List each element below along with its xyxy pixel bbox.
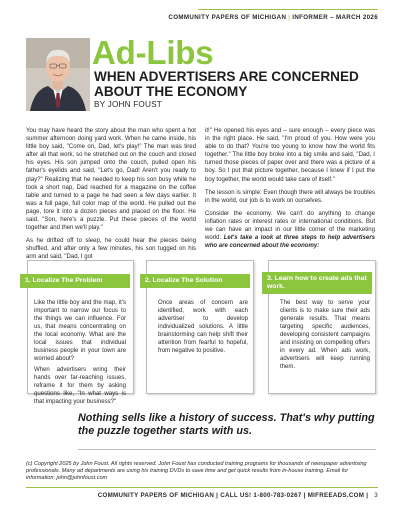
step-paragraph: Once areas of concern are identified, work with each advertiser to develop individualized solutions. A little brainstorming can help shift their attention from fearful to hopeful, from negative to positive.: [158, 300, 248, 354]
column-brand-title: Ad-Libs: [92, 34, 214, 71]
step-paragraph: Like the little boy and the map, it's important to narrow our focus to the things we can influence. For us, that means concentrating on the local economy. What are the local issues that individual business people in your town are worried about?: [34, 300, 126, 362]
article-text: Consider the economy. We can't do anything to change inflation rates or interest rates or international conditions. But we can have an impact in our little corner of the marketing world.: [205, 210, 375, 242]
article-paragraph: [205, 210, 375, 250]
footer-rule: [26, 487, 378, 488]
step-card-3: [262, 246, 378, 394]
author-photo: [26, 38, 90, 111]
step-1-body: [34, 299, 126, 409]
copyright-notice: (c) Copyright 2025 by John Foust. All rights reserved. John Foust has conducted training programs for thousands of newspaper advertising professionals. Many ad departments are using his training DVDs to save time and get quick results from in-house training. Email for information: john@johnfoust.com: [26, 461, 367, 481]
article-paragraph: it!" He opened his eyes and – sure enough – every piece was in the right place. He said, "I'm proud of you. How were you able to do that? You're too young to know how the world fits together." The little boy broke into a big smile and said, "Dad, I turned those pieces of paper over and there was a picture of a boy. So I put that picture together, because I knew if I put the boy together, the world would take care of itself.": [205, 128, 375, 183]
step-card-2: [140, 246, 254, 394]
page-number: 3: [374, 492, 378, 499]
publication-name: COMMUNITY PAPERS OF MICHIGAN: [168, 14, 287, 21]
step-3-title: 3. Learn how to create ads that work.: [262, 272, 372, 294]
article-paragraph: The lesson is simple: Even though there will always be troubles in the world, our job is to work on ourselves.: [205, 189, 375, 204]
step-paragraph: The best way to serve your clients is to make sure their ads generate results. That means targeting specific audiences, developing consistent campaigns and insisting on compelling offers in every ad. When ads work, advertisers will keep running them.: [280, 300, 370, 370]
closing-tagline: Nothing sells like a history of success. That's why putting the puzzle together starts with us.: [78, 412, 375, 437]
page-footer: [98, 492, 378, 499]
step-2-title: 2. Localize The Solution: [140, 274, 250, 288]
page-header: [168, 14, 378, 21]
article-paragraph: As he drifted off to sleep, he could hear the pieces being shuffled, and after only a few minutes, his son tugged on his arm and said, "Dad, I got: [26, 238, 196, 261]
article-column-right: [205, 127, 375, 255]
issue-label: INFORMER – MARCH 2026: [292, 14, 378, 21]
step-card-1: [20, 246, 134, 405]
article-byline: BY JOHN FOUST: [94, 100, 162, 109]
article-headline: WHEN ADVERTISERS ARE CONCERNED ABOUT THE ECONOMY: [94, 69, 359, 99]
step-1-title: 1. Localize The Problem: [20, 274, 130, 288]
step-2-body: [158, 299, 248, 358]
header-separator: |: [288, 14, 291, 21]
step-3-body: [280, 299, 370, 374]
header-rule: [198, 9, 378, 10]
author-portrait-icon: [26, 38, 90, 111]
article-paragraph: You may have heard the story about the man who spent a hot summer afternoon doing yard work. When he came inside, his little boy said, "Come on, Dad, let's play!" The man was tired after all that work, so he stretched out on the couch and closed his eyes. His son jumped onto the couch, pulled open his father's eyelids and said, "Let's go, Dad! Aren't you ready to play?" Realizing that he needed to keep his son busy while he took a short nap, Dad reached for a magazine on the coffee table and turned to a page he had seen a few days earlier. It was a full page, full color map of the world. He pulled out the page, tore it into a dozen pieces and placed on the floor. He said, "Son, here's a puzzle. Put these pieces of the world together and then we'll play.": [26, 128, 196, 232]
tagline-rule: [78, 449, 376, 450]
article-emphasis: Let's take a look at three steps to help advertisers who are concerned about the economy:: [205, 235, 375, 250]
footer-contact: COMMUNITY PAPERS OF MICHIGAN | CALL US! 1-800-783-0267 | MIFREEADS.COM |: [97, 492, 369, 499]
step-paragraph: When advertisers wring their hands over far-reaching issues, reframe it for them by asking questions like, "In what ways is that impacting your business?": [34, 367, 126, 405]
